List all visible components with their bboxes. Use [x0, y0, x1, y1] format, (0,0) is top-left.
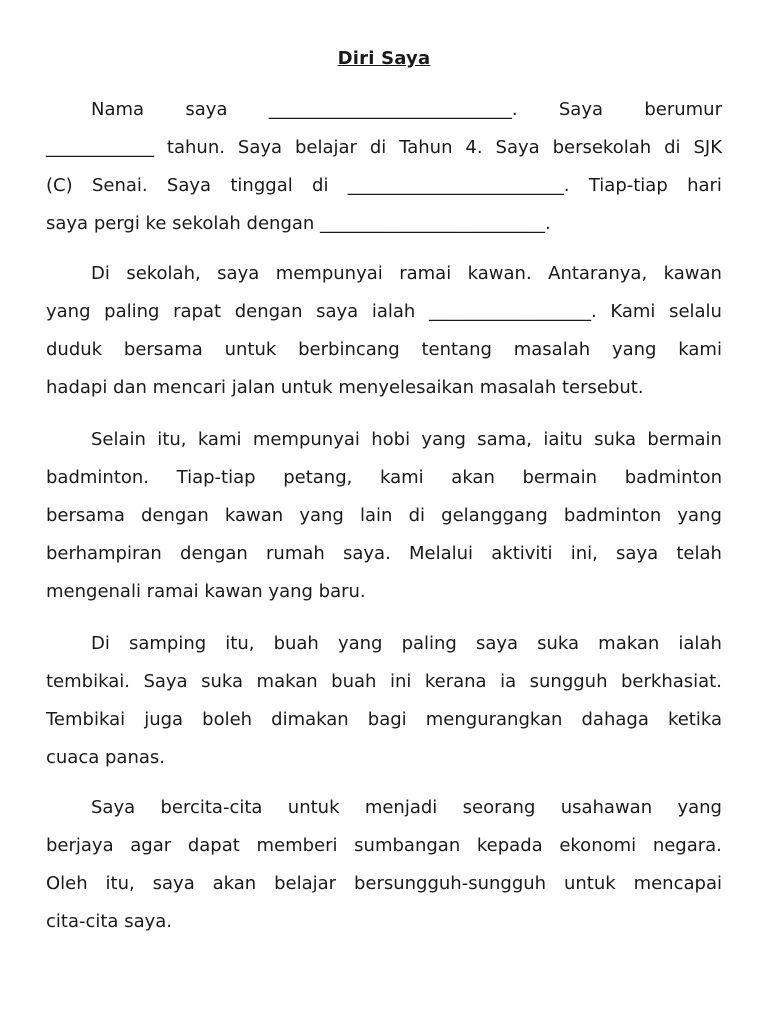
text-line [46, 910, 722, 934]
word: bersama [123, 339, 203, 360]
word: sekolah, [126, 263, 201, 284]
word: ia [500, 671, 517, 692]
text-line [46, 212, 722, 236]
word: cuaca panas. [46, 747, 165, 768]
word: berhampiran [46, 543, 162, 564]
word: Saya [166, 175, 212, 196]
word: Tahun [399, 137, 453, 158]
word: kawan [224, 505, 284, 526]
word: ialah [678, 633, 722, 654]
word: sumbangan [354, 835, 461, 856]
word: negara. [652, 835, 722, 856]
word: yang [421, 429, 466, 450]
word: di [312, 175, 329, 196]
word: telah [676, 543, 722, 564]
word: suka [201, 671, 244, 692]
word: tembikai. [46, 671, 130, 692]
word: Selain [91, 429, 146, 450]
word: untuk [563, 873, 616, 894]
word: hobi [371, 429, 411, 450]
fill-in-blank: __________________. [428, 301, 597, 322]
word: lain [360, 505, 393, 526]
text-line [91, 262, 722, 286]
word: mempunyai [275, 263, 383, 284]
word: sama, [477, 429, 532, 450]
word: Oleh [46, 873, 88, 894]
word: Saya [91, 797, 136, 818]
word: bermain [647, 429, 722, 450]
word: cita-cita saya. [46, 911, 172, 932]
word: gelanggang [441, 505, 548, 526]
word: badminton [563, 505, 662, 526]
word: Di [91, 633, 110, 654]
word: badminton. [46, 467, 150, 488]
word: berkhasiat. [621, 671, 722, 692]
word: itu, [157, 429, 187, 450]
word: dengan [234, 301, 303, 322]
text-line [46, 376, 722, 400]
word: saya [152, 873, 195, 894]
word: Antaranya, [548, 263, 648, 284]
text-line [91, 632, 722, 656]
word: bermain [522, 467, 598, 488]
word: yang [677, 505, 722, 526]
text-line [46, 338, 722, 362]
word: kepada [476, 835, 543, 856]
word: di [369, 137, 387, 158]
word: kami [678, 339, 722, 360]
text-line [46, 834, 722, 858]
word: Saya [143, 671, 188, 692]
word: saya [475, 633, 519, 654]
word: sungguh [529, 671, 608, 692]
word: Saya [558, 99, 604, 120]
word: tinggal [230, 175, 293, 196]
word: ini [389, 671, 412, 692]
word: belajar [294, 137, 357, 158]
word: Tiap-tiap [176, 467, 256, 488]
word: mencapai [633, 873, 722, 894]
word: ekonomi [559, 835, 637, 856]
text-line [46, 542, 722, 566]
word: untuk [287, 797, 340, 818]
word: rumah [266, 543, 325, 564]
text-line [46, 504, 722, 528]
word: badminton [624, 467, 722, 488]
word: bersekolah [552, 137, 652, 158]
text-line [46, 872, 722, 896]
word: tentang [421, 339, 492, 360]
word: hari [687, 175, 722, 196]
word: buah [273, 633, 319, 654]
word: mengurangkan [425, 709, 563, 730]
word: kami [197, 429, 242, 450]
word: bersungguh-sungguh [353, 873, 547, 894]
word: duduk [46, 339, 103, 360]
word: mempunyai [252, 429, 360, 450]
word: itu, [105, 873, 135, 894]
word: di [408, 505, 426, 526]
word: bercita-cita [160, 797, 263, 818]
word: tahun. [166, 137, 225, 158]
word: Melalui [409, 543, 474, 564]
word: yang [677, 797, 722, 818]
text-line [46, 708, 722, 732]
word: yang [46, 301, 91, 322]
word: dapat [187, 835, 240, 856]
word: bagi [367, 709, 407, 730]
word: hadapi dan mencari jalan untuk menyelesaikan masalah tersebut. [46, 377, 644, 398]
text-line [91, 428, 722, 452]
word: saya [185, 99, 228, 120]
word: menjadi [364, 797, 438, 818]
word: suka [537, 633, 580, 654]
word: akan [451, 467, 495, 488]
text-line [46, 670, 722, 694]
word: seorang [462, 797, 536, 818]
text-line [46, 466, 722, 490]
fill-in-blank: ________________________. [347, 175, 570, 196]
text-line [46, 746, 722, 770]
word: kawan [663, 263, 722, 284]
word: Senai. [91, 175, 148, 196]
word: agar [130, 835, 172, 856]
word: yang [337, 633, 383, 654]
word: juga [144, 709, 184, 730]
word: paling [401, 633, 457, 654]
word: Di [91, 263, 110, 284]
word: dengan [141, 505, 209, 526]
word: yang [611, 339, 657, 360]
word: Tembikai [46, 709, 126, 730]
word: berjaya [46, 835, 114, 856]
fill-in-blank: ___________________________. [268, 99, 518, 120]
word: saya [217, 263, 260, 284]
word: kawan. [467, 263, 532, 284]
word: berbincang [298, 339, 400, 360]
text-line [46, 136, 722, 160]
word: ini, [570, 543, 598, 564]
word: dengan [180, 543, 248, 564]
word: memberi [256, 835, 338, 856]
word: Saya [495, 137, 540, 158]
word: dimakan [271, 709, 349, 730]
word: buah [331, 671, 377, 692]
word: kerana [424, 671, 487, 692]
word: usahawan [560, 797, 653, 818]
text-line [46, 580, 722, 604]
word: masalah [513, 339, 591, 360]
text-line [91, 796, 722, 820]
word: makan [256, 671, 318, 692]
word: ialah [371, 301, 416, 322]
word: Saya [237, 137, 283, 158]
word: selalu [669, 301, 722, 322]
word: itu, [225, 633, 255, 654]
word: berumur [644, 99, 722, 120]
word: Kami [610, 301, 656, 322]
word: ramai [399, 263, 452, 284]
word: yang [299, 505, 344, 526]
fill-in-blank: saya pergi ke sekolah dengan _________________________. [46, 213, 551, 234]
word: akan [212, 873, 257, 894]
word: boleh [202, 709, 253, 730]
word: (C) [46, 175, 73, 196]
word: suka [594, 429, 637, 450]
fill-in-blank: ____________ [46, 137, 154, 158]
word: dahaga [581, 709, 649, 730]
word: 4. [465, 137, 483, 158]
word: samping [128, 633, 207, 654]
word: paling [104, 301, 160, 322]
word: makan [598, 633, 660, 654]
page-title: Diri Saya [337, 48, 431, 69]
word: kami [379, 467, 424, 488]
word: ketika [667, 709, 722, 730]
word: mengenali ramai kawan yang baru. [46, 581, 366, 602]
word: untuk [224, 339, 277, 360]
word: saya. [343, 543, 391, 564]
word: rapat [173, 301, 222, 322]
text-line [91, 98, 722, 122]
word: iaitu [543, 429, 583, 450]
word: di [664, 137, 681, 158]
word: saya [616, 543, 659, 564]
word: Tiap-tiap [588, 175, 668, 196]
word: petang, [283, 467, 353, 488]
word: SJK [693, 137, 722, 158]
text-line [46, 300, 722, 324]
word: saya [316, 301, 359, 322]
word: Nama [91, 99, 145, 120]
text-line [46, 174, 722, 198]
word: belajar [274, 873, 337, 894]
word: aktiviti [491, 543, 553, 564]
word: bersama [46, 505, 125, 526]
